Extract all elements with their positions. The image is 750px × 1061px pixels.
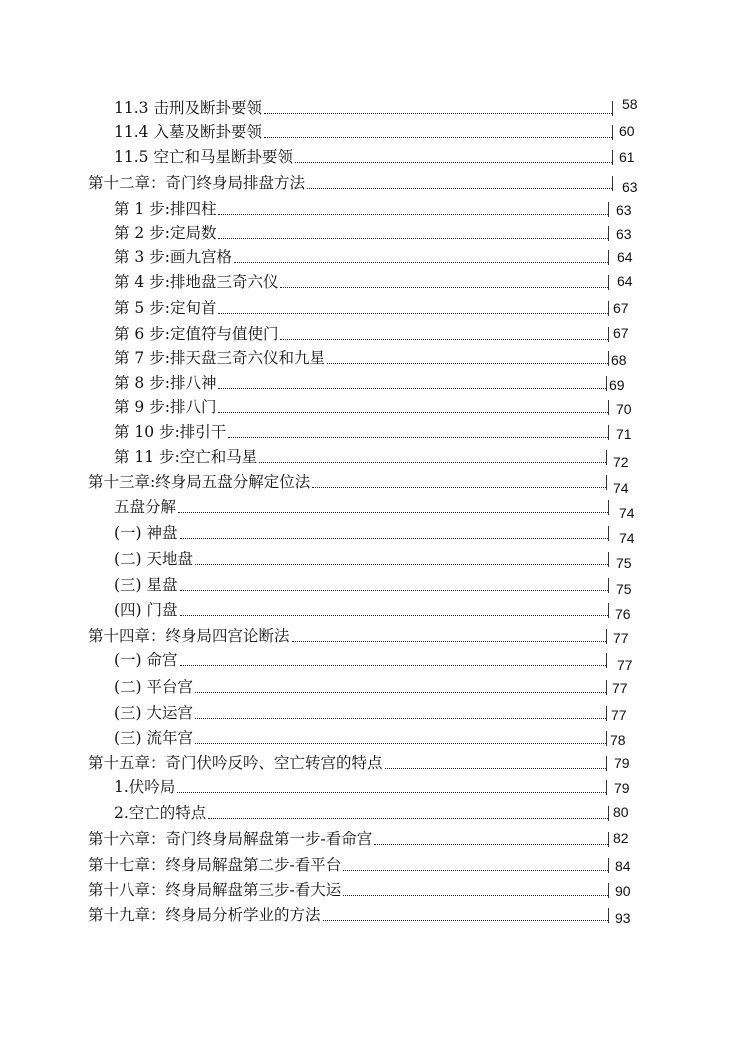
toc-entry-page-number: 76 [615, 606, 631, 622]
toc-page-rule [608, 806, 609, 821]
toc-entry-title: 第十九章：终身局分析学业的方法 [88, 906, 321, 924]
toc-entry-title: (二) 天地盘 [114, 550, 194, 568]
toc-entry-title: 1.伏吟局 [114, 778, 176, 796]
toc-entry-page-number: 77 [613, 630, 629, 646]
toc-entry-page-number: 58 [622, 96, 638, 112]
toc-page-rule [608, 858, 609, 873]
toc-page-rule [608, 226, 609, 241]
toc-entry[interactable] [88, 749, 606, 773]
toc-entry-page-number: 82 [613, 830, 629, 846]
toc-entry-title: 第十五章：奇门伏吟反吟、空亡转宫的特点 [88, 754, 383, 772]
toc-page-rule [606, 756, 607, 771]
toc-dot-leader [327, 363, 608, 364]
toc-entry-title: 2.空亡的特点 [114, 804, 207, 822]
toc-entry[interactable] [114, 571, 608, 595]
toc-entry[interactable] [114, 344, 608, 368]
toc-entry-page-number: 74 [619, 505, 635, 521]
toc-entry-title: 11.4 入墓及断卦要领 [114, 123, 262, 141]
toc-page-rule [608, 883, 609, 898]
toc-dot-leader [343, 870, 608, 871]
toc-entry-title: 第十四章：终身局四宫论断法 [88, 627, 290, 645]
toc-entry-page-number: 63 [616, 226, 632, 242]
toc-entry-page-number: 63 [622, 179, 638, 195]
toc-page-rule [608, 275, 609, 290]
toc-dot-leader [218, 388, 606, 389]
toc-dot-leader [177, 792, 606, 793]
toc-entry[interactable] [114, 143, 612, 167]
toc-page-rule [606, 376, 607, 391]
toc-dot-leader [218, 412, 608, 413]
toc-entry-title: 第 1 步:排四柱 [114, 200, 217, 218]
toc-entry[interactable] [114, 219, 608, 243]
toc-entry[interactable] [114, 393, 608, 417]
toc-page-rule [608, 351, 609, 366]
toc-page-rule [608, 832, 609, 847]
toc-entry[interactable] [114, 268, 608, 292]
toc-dot-leader [180, 665, 606, 666]
toc-entry-title: 第 4 步:排地盘三奇六仪 [114, 273, 279, 291]
toc-entry-page-number: 67 [613, 300, 629, 316]
toc-entry-page-number: 70 [616, 401, 632, 417]
toc-entry-title: 第 7 步:排天盘三奇六仪和九星 [114, 349, 325, 367]
toc-dot-leader [180, 615, 608, 616]
toc-entry[interactable] [114, 94, 612, 118]
toc-entry[interactable] [114, 773, 606, 797]
toc-dot-leader [180, 590, 608, 591]
toc-dot-leader [218, 313, 608, 314]
toc-dot-leader [264, 137, 612, 138]
toc-entry[interactable] [88, 468, 606, 492]
toc-entry-page-number: 72 [613, 454, 629, 470]
toc-page-rule [612, 125, 613, 140]
toc-entry[interactable] [114, 545, 608, 569]
toc-entry-title: (三) 流年宫 [114, 729, 194, 747]
toc-entry-title: 第 11 步:空亡和马星 [114, 448, 258, 466]
toc-entry[interactable] [88, 825, 608, 849]
toc-entry-title: 第十八章：终身局解盘第三步-看大运 [88, 881, 342, 899]
toc-entry-page-number: 79 [614, 780, 630, 796]
toc-page-rule [608, 202, 609, 217]
toc-entry[interactable] [114, 320, 608, 344]
toc-page-rule [608, 250, 609, 265]
toc-entry[interactable] [114, 596, 608, 620]
toc-page-rule [608, 578, 609, 593]
toc-dot-leader [259, 462, 606, 463]
toc-entry-page-number: 68 [611, 352, 627, 368]
toc-page-rule [606, 475, 607, 490]
toc-page-rule [606, 629, 607, 644]
toc-page-rule [606, 680, 607, 695]
toc-entry-title: (四) 门盘 [114, 601, 178, 619]
toc-page-rule [608, 552, 609, 567]
toc-entry-title: (一) 神盘 [114, 524, 178, 542]
toc-entry-page-number: 84 [615, 858, 631, 874]
toc-entry[interactable] [114, 243, 608, 267]
toc-entry-title: 第 8 步:排八神 [114, 374, 217, 392]
toc-entry[interactable] [88, 901, 608, 925]
toc-dot-leader [178, 512, 608, 513]
toc-page-rule [608, 908, 609, 923]
toc-entry-title: 第十二章：奇门终身局排盘方法 [88, 174, 306, 192]
toc-entry[interactable] [114, 673, 606, 697]
toc-page-rule [606, 653, 607, 668]
toc-entry-title: 第 6 步:定值符与值使门 [114, 325, 279, 343]
toc-entry-page-number: 71 [616, 426, 632, 442]
toc-entry[interactable] [114, 646, 606, 670]
toc-entry-page-number: 63 [616, 202, 632, 218]
toc-entry-title: 11.5 空亡和马星断卦要领 [114, 148, 293, 166]
toc-entry-page-number: 77 [617, 657, 633, 673]
toc-page-rule [606, 780, 607, 795]
toc-entry[interactable] [114, 418, 608, 442]
toc-page-rule [608, 327, 609, 342]
toc-entry-title: 第 10 步:排引干 [114, 423, 227, 441]
toc-dot-leader [195, 743, 606, 744]
toc-dot-leader [234, 262, 608, 263]
toc-dot-leader [264, 113, 612, 114]
toc-entry-title: 第 3 步:画九宫格 [114, 248, 232, 266]
toc-entry-page-number: 64 [617, 249, 633, 265]
toc-entry-title: 第十六章：奇门终身局解盘第一步-看命宫 [88, 830, 373, 848]
toc-dot-leader [343, 895, 608, 896]
toc-dot-leader [323, 920, 608, 921]
toc-entry-page-number: 64 [617, 273, 633, 289]
toc-entry-page-number: 61 [619, 149, 635, 165]
toc-entry-title: 第 2 步:定局数 [114, 224, 217, 242]
toc-entry[interactable] [114, 118, 612, 142]
toc-entry-title: 五盘分解 [114, 498, 177, 516]
toc-entry[interactable] [114, 195, 608, 219]
toc-entry[interactable] [88, 169, 612, 193]
toc-entry[interactable] [114, 493, 608, 517]
toc-entry-page-number: 77 [611, 707, 627, 723]
toc-entry[interactable] [88, 851, 608, 875]
toc-page-rule [608, 603, 609, 618]
toc-dot-leader [307, 188, 612, 189]
toc-entry-title: 第十三章:终身局五盘分解定位法 [88, 473, 311, 491]
toc-dot-leader [218, 214, 608, 215]
toc-entry-page-number: 74 [613, 480, 629, 496]
toc-entry[interactable] [114, 799, 608, 823]
toc-entry-page-number: 79 [614, 755, 630, 771]
toc-page-rule [608, 425, 609, 440]
toc-entry-page-number: 74 [619, 530, 635, 546]
toc-dot-leader [292, 641, 606, 642]
toc-entry-title: (三) 星盘 [114, 576, 178, 594]
toc-entry-page-number: 75 [616, 581, 632, 597]
toc-entry-page-number: 78 [610, 732, 626, 748]
toc-entry[interactable] [88, 876, 608, 900]
toc-dot-leader [385, 768, 606, 769]
toc-dot-leader [295, 162, 612, 163]
toc-entry-page-number: 80 [613, 804, 629, 820]
toc-dot-leader [195, 692, 606, 693]
toc-dot-leader [374, 844, 608, 845]
toc-page-rule [606, 450, 607, 465]
toc-entry[interactable] [114, 443, 606, 467]
toc-entry-page-number: 77 [612, 680, 628, 696]
toc-page-rule [606, 731, 607, 746]
toc-entry-title: (一) 命宫 [114, 651, 178, 669]
toc-page-rule [612, 101, 613, 116]
toc-page-rule [606, 706, 607, 721]
toc-dot-leader [195, 718, 606, 719]
toc-dot-leader [208, 818, 608, 819]
toc-entry-page-number: 93 [615, 910, 631, 926]
toc-entry-page-number: 75 [616, 555, 632, 571]
toc-page-rule [608, 526, 609, 541]
toc-entry-title: (三) 大运宫 [114, 704, 194, 722]
toc-entry[interactable] [114, 724, 606, 748]
toc-entry-page-number: 69 [609, 377, 625, 393]
toc-page-rule [608, 400, 609, 415]
toc-dot-leader [312, 487, 606, 488]
toc-dot-leader [195, 564, 608, 565]
toc-entry[interactable] [114, 519, 608, 543]
toc-dot-leader [280, 339, 608, 340]
toc-entry[interactable] [114, 369, 606, 393]
toc-dot-leader [180, 538, 608, 539]
toc-entry[interactable] [114, 699, 606, 723]
toc-page-rule [608, 500, 609, 515]
toc-dot-leader [280, 287, 608, 288]
toc-entry-page-number: 90 [615, 883, 631, 899]
toc-entry[interactable] [88, 622, 606, 646]
toc-entry-title: 第十七章：终身局解盘第二步-看平台 [88, 856, 342, 874]
toc-entry-title: 11.3 击刑及断卦要领 [114, 99, 262, 117]
toc-entry-page-number: 60 [619, 123, 635, 139]
toc-entry-title: 第 5 步:定旬首 [114, 299, 217, 317]
toc-page-rule [612, 150, 613, 165]
toc-entry-title: (二) 平台宫 [114, 678, 194, 696]
toc-entry-title: 第 9 步:排八门 [114, 398, 217, 416]
toc-entry[interactable] [114, 294, 608, 318]
toc-entry-page-number: 67 [613, 325, 629, 341]
toc-page-rule [608, 301, 609, 316]
toc-dot-leader [228, 437, 608, 438]
toc-dot-leader [218, 238, 608, 239]
toc-page-rule [612, 176, 613, 191]
